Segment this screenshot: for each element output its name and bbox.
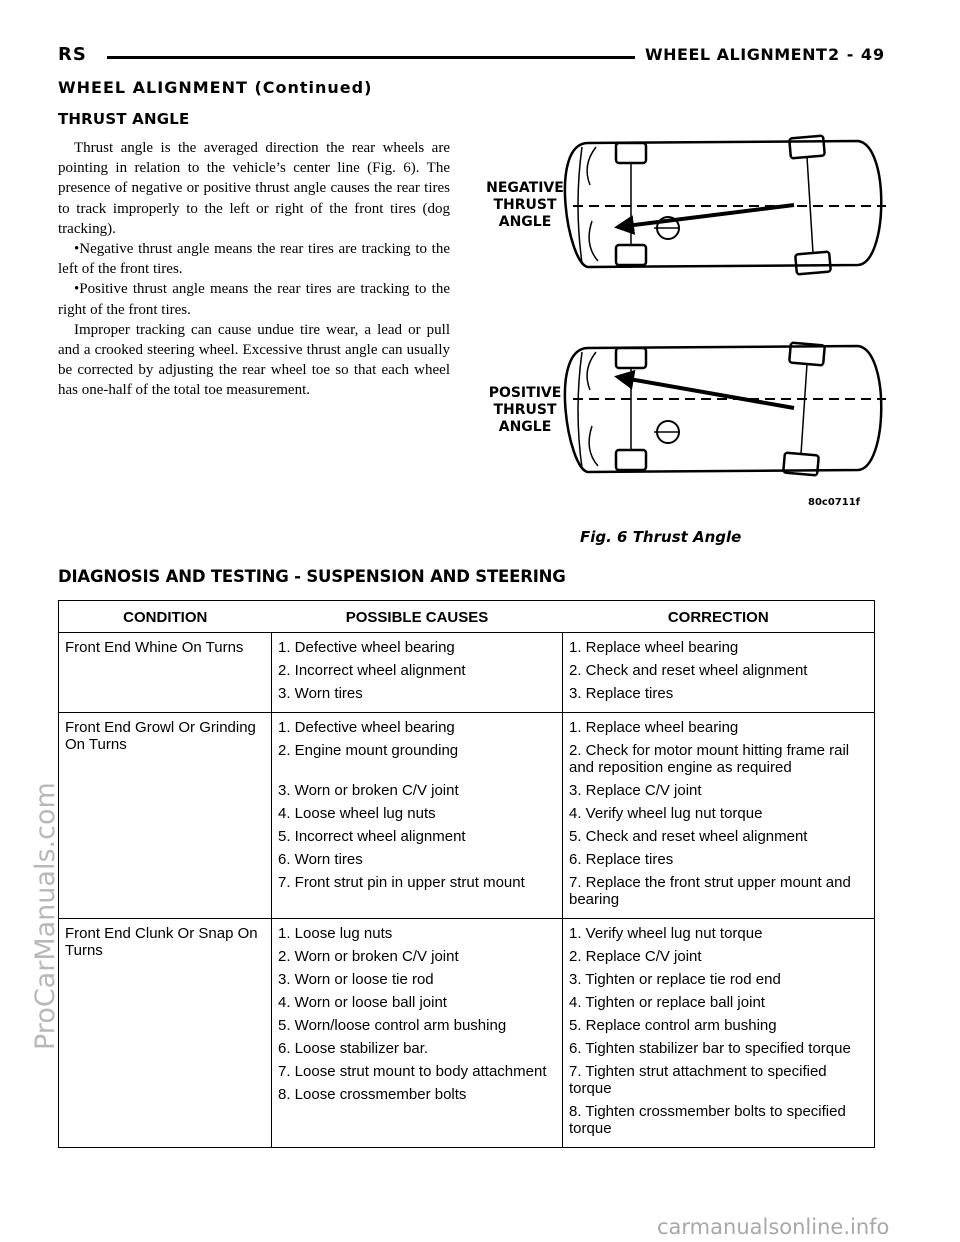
- cause-item: 2. Incorrect wheel alignment: [278, 662, 466, 679]
- correction-item: 4. Tighten or replace ball joint: [569, 994, 765, 1011]
- negative-thrust-label: [482, 180, 568, 231]
- bullet-paragraph: [58, 239, 450, 279]
- label-line: ANGLE: [498, 214, 552, 230]
- column-header-causes: POSSIBLE CAUSES: [272, 601, 563, 633]
- causes-cell: [272, 633, 563, 713]
- diagnosis-table: [58, 600, 875, 1148]
- cause-item: 5. Incorrect wheel alignment: [278, 828, 466, 845]
- thrust-angle-body: [58, 138, 450, 401]
- condition-cell: Front End Whine On Turns: [59, 633, 272, 713]
- figure-code: 80c0711f: [808, 497, 861, 508]
- table-header-row: [59, 601, 875, 633]
- header-rule: [107, 56, 635, 59]
- label-line: THRUST: [493, 402, 557, 418]
- correction-item: 6. Tighten stabilizer bar to specified torque: [569, 1040, 851, 1057]
- correction-item: 1. Verify wheel lug nut torque: [569, 925, 763, 942]
- condition-cell: Front End Growl Or Grinding On Turns: [59, 713, 272, 919]
- corrections-cell: [563, 919, 875, 1148]
- table-row: [59, 713, 875, 919]
- side-watermark: ProCarManuals.com: [30, 782, 61, 1050]
- correction-item: 2. Check and reset wheel alignment: [569, 662, 808, 679]
- cause-item: 4. Loose wheel lug nuts: [278, 805, 436, 822]
- bottom-watermark: carmanualsonline.info: [657, 1215, 890, 1239]
- header-section-code: RS: [58, 44, 87, 65]
- correction-item: 5. Check and reset wheel alignment: [569, 828, 808, 845]
- paragraph: Improper tracking can cause undue tire wear, a lead or pull and a crooked steering wheel. Excessive thrust angle can usually be corrected by adjusting the rear wheel toe so that each wheel has one-half of the total toe measurement.: [58, 321, 450, 399]
- correction-item: 3. Tighten or replace tie rod end: [569, 971, 781, 988]
- correction-item: 1. Replace wheel bearing: [569, 719, 739, 736]
- figure-caption: Fig. 6 Thrust Angle: [580, 528, 742, 546]
- positive-car-drawing: [565, 343, 886, 476]
- label-line: THRUST: [493, 197, 557, 213]
- cause-item: 3. Worn or broken C/V joint: [278, 782, 459, 799]
- cause-item: 2. Engine mount grounding: [278, 742, 459, 759]
- cause-item: 7. Loose strut mount to body attachment: [278, 1063, 547, 1080]
- cause-item: 6. Worn tires: [278, 851, 363, 868]
- correction-item: 4. Verify wheel lug nut torque: [569, 805, 763, 822]
- cause-item: 7. Front strut pin in upper strut mount: [278, 874, 525, 891]
- header-title: WHEEL ALIGNMENT: [645, 45, 828, 64]
- cause-item: 1. Defective wheel bearing: [278, 719, 455, 736]
- table-row: [59, 919, 875, 1148]
- correction-item: 7. Tighten strut attachment to specified torque: [569, 1063, 827, 1097]
- bullet-paragraph: [58, 279, 450, 319]
- causes-cell: [272, 919, 563, 1148]
- cause-item: 6. Loose stabilizer bar.: [278, 1040, 429, 1057]
- bullet-glyph: •: [74, 281, 80, 298]
- correction-item: 3. Replace tires: [569, 685, 674, 702]
- correction-item: 3. Replace C/V joint: [569, 782, 702, 799]
- table-row: [59, 633, 875, 713]
- page-number: 2 - 49: [828, 45, 886, 64]
- cause-item: 8. Loose crossmember bolts: [278, 1086, 467, 1103]
- correction-item: 5. Replace control arm bushing: [569, 1017, 777, 1034]
- cause-item: 2. Worn or broken C/V joint: [278, 948, 459, 965]
- cause-item: 4. Worn or loose ball joint: [278, 994, 447, 1011]
- label-line: NEGATIVE: [486, 180, 564, 196]
- paragraph: Thrust angle is the averaged direction the rear wheels are pointing in relation to the vehicle’s center line (Fig. 6). The presence of negative or positive thrust angle causes the rear tires to track improperly to the left or right of the front tires (dog tracking).: [58, 140, 450, 237]
- correction-item: 1. Replace wheel bearing: [569, 639, 739, 656]
- cause-item: 3. Worn or loose tie rod: [278, 971, 434, 988]
- cause-item: 3. Worn tires: [278, 685, 363, 702]
- bullet-text: Negative thrust angle means the rear tires are tracking to the left of the front tires.: [58, 241, 450, 278]
- condition-cell: Front End Clunk Or Snap On Turns: [59, 919, 272, 1148]
- cause-item: 1. Loose lug nuts: [278, 925, 393, 942]
- corrections-cell: [563, 633, 875, 713]
- section-continued-heading: WHEEL ALIGNMENT (Continued): [58, 78, 373, 97]
- label-line: ANGLE: [498, 419, 552, 435]
- correction-item: 8. Tighten crossmember bolts to specified torque: [569, 1103, 846, 1137]
- negative-car-drawing: [565, 136, 886, 275]
- cause-item: 1. Defective wheel bearing: [278, 639, 455, 656]
- causes-cell: [272, 713, 563, 919]
- column-header-condition: CONDITION: [59, 601, 272, 633]
- thrust-angle-heading: THRUST ANGLE: [58, 110, 190, 128]
- cause-item: 5. Worn/loose control arm bushing: [278, 1017, 507, 1034]
- label-line: POSITIVE: [488, 385, 562, 401]
- corrections-cell: [563, 713, 875, 919]
- correction-item: 2. Replace C/V joint: [569, 948, 702, 965]
- bullet-text: Positive thrust angle means the rear tires are tracking to the right of the front tires.: [58, 281, 450, 318]
- correction-item: 2. Check for motor mount hitting frame rail and reposition engine as required: [569, 742, 850, 776]
- correction-item: 6. Replace tires: [569, 851, 674, 868]
- correction-item: 7. Replace the front strut upper mount and bearing: [569, 874, 851, 908]
- diagnosis-heading: DIAGNOSIS AND TESTING - SUSPENSION AND STEERING: [58, 567, 566, 586]
- column-header-correction: CORRECTION: [563, 601, 875, 633]
- positive-thrust-label: [482, 385, 568, 436]
- bullet-glyph: •: [74, 241, 80, 258]
